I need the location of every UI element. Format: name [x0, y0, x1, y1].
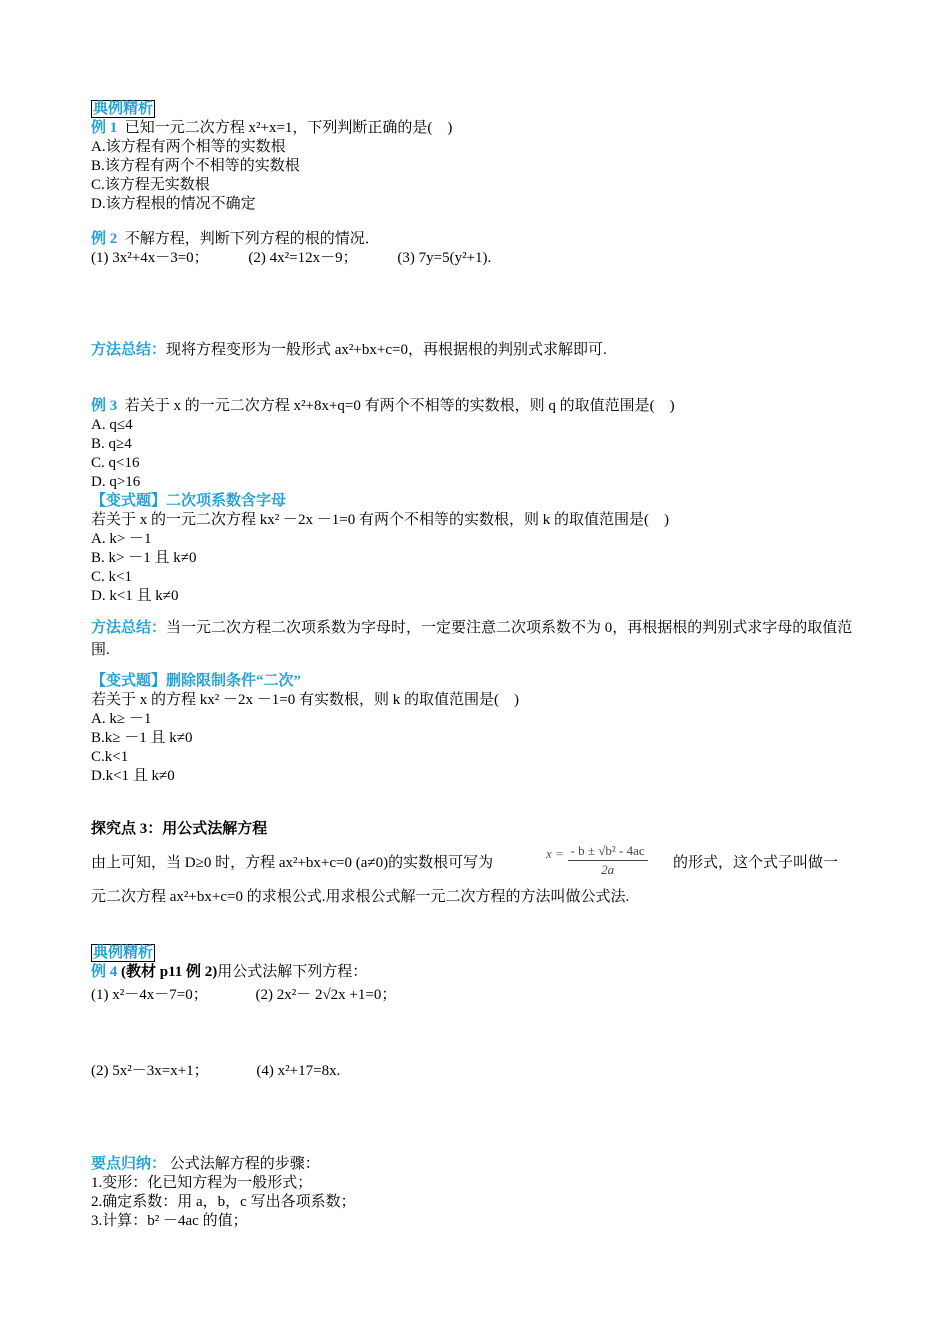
variant-1-stem: 若关于 x 的一元二次方程 kx² －2x －1=0 有两个不相等的实数根，则 k 的取值范围是( ) — [91, 512, 669, 528]
formula-numerator: - b ± √b² - 4ac — [568, 842, 648, 861]
option: D.k<1 且 k≠0 — [91, 768, 175, 784]
key-points-block — [91, 1155, 861, 1231]
example-1-stem-line — [91, 119, 861, 138]
option: A.该方程有两个相等的实数根 — [91, 139, 286, 155]
example-3-stem: 若关于 x 的一元二次方程 x²+8x+q=0 有两个不相等的实数根，则 q 的取值范围是( ) — [124, 398, 675, 414]
option: C. k<1 — [91, 569, 132, 585]
option: D. k<1 且 k≠0 — [91, 588, 179, 604]
summary-label: 方法总结： — [91, 342, 167, 358]
method-summary-2 — [91, 617, 863, 661]
example-3-label: 例 3 — [91, 398, 118, 414]
example-2-item: (2) 4x²=12x－9； — [248, 250, 358, 266]
summary-text: 当一元二次方程二次项系数为字母时，一定要注意二次项系数不为 0，再根据根的判别式求字母的取值范围. — [91, 620, 853, 658]
key-point-step: 3.计算：b² －4ac 的值； — [91, 1213, 248, 1229]
example-4-source: (教材 p11 例 2) — [121, 964, 218, 980]
key-point-step: 2.确定系数：用 a，b，c 写出各项系数； — [91, 1194, 356, 1210]
option: B.该方程有两个不相等的实数根 — [91, 158, 300, 174]
variant-2-stem: 若关于 x 的方程 kx² －2x －1=0 有实数根，则 k 的取值范围是( ) — [91, 692, 519, 708]
summary-text: 现将方程变形为一般形式 ax²+bx+c=0，再根据根的判别式求解即可. — [166, 342, 607, 358]
option: D.该方程根的情况不确定 — [91, 196, 256, 212]
example-4-label: 例 4 — [91, 964, 118, 980]
variant-1-label: 【变式题】二次项系数含字母 — [91, 493, 287, 509]
explore-line-2 — [91, 888, 861, 907]
option: A. q≤4 — [91, 417, 133, 433]
option: C. q<16 — [91, 455, 140, 471]
example-4-item: (1) x²－4x－7=0； — [91, 987, 208, 1003]
example-2-item: (3) 7y=5(y²+1). — [397, 250, 492, 266]
method-summary-1 — [91, 341, 861, 360]
example-block-2 — [91, 230, 861, 268]
explore-formula-line — [91, 842, 861, 886]
key-points-text: 公式法解方程的步骤： — [169, 1156, 320, 1172]
key-point-step: 1.变形：化已知方程为一般形式； — [91, 1175, 313, 1191]
example-1-stem: 已知一元二次方程 x²+x=1，下列判断正确的是( ) — [124, 120, 453, 136]
section-box-label: 典例精析 — [93, 101, 154, 117]
option: A. k≥ －1 — [91, 711, 152, 727]
explore-title — [91, 820, 861, 839]
option: C.k<1 — [91, 749, 129, 765]
option: A. k> －1 — [91, 531, 152, 547]
key-points-label: 要点归纳： — [91, 1156, 167, 1172]
example-block-3 — [91, 397, 861, 606]
option: B.k≥ －1 且 k≠0 — [91, 730, 193, 746]
example-4-stem: 用公式法解下列方程： — [217, 964, 368, 980]
explore-text-after: 的形式，这个式子叫做一 — [673, 855, 839, 871]
option: D. q>16 — [91, 474, 141, 490]
variant-2-label: 【变式题】删除限制条件“二次” — [91, 673, 302, 689]
example-4-item: (2) 2x²－ 2√2x +1=0； — [255, 987, 397, 1003]
summary-label: 方法总结： — [91, 620, 167, 636]
section-box-label: 典例精析 — [93, 945, 154, 961]
explore-title-text: 探究点 3：用公式法解方程 — [91, 821, 268, 837]
example-2-stem: 不解方程，判断下列方程的根的情况． — [124, 231, 380, 247]
quadratic-formula — [568, 842, 648, 879]
example-1-label: 例 1 — [91, 120, 118, 136]
example-block-4 — [91, 944, 861, 1008]
example-2-item: (1) 3x²+4x－3=0； — [91, 250, 209, 266]
example-4-row-2 — [91, 1062, 861, 1081]
example-4-item: (4) x²+17=8x. — [256, 1063, 341, 1079]
variant-block-2 — [91, 672, 861, 786]
explore-text-before: 由上可知，当 D≥0 时，方程 ax²+bx+c=0 (a≠0)的实数根可写为 — [91, 855, 494, 871]
explore-text-line2: 元二次方程 ax²+bx+c=0 的求根公式.用求根公式解一元二次方程的方法叫做公式法. — [91, 889, 630, 905]
option: B. k> －1 且 k≠0 — [91, 550, 197, 566]
formula-lhs: x = — [546, 845, 564, 861]
example-2-label: 例 2 — [91, 231, 118, 247]
option: C.该方程无实数根 — [91, 177, 210, 193]
example-4-item: (2) 5x²－3x=x+1； — [91, 1063, 209, 1079]
example-block-1 — [91, 100, 861, 214]
option: B. q≥4 — [91, 436, 132, 452]
formula-denominator: 2a — [601, 862, 615, 877]
